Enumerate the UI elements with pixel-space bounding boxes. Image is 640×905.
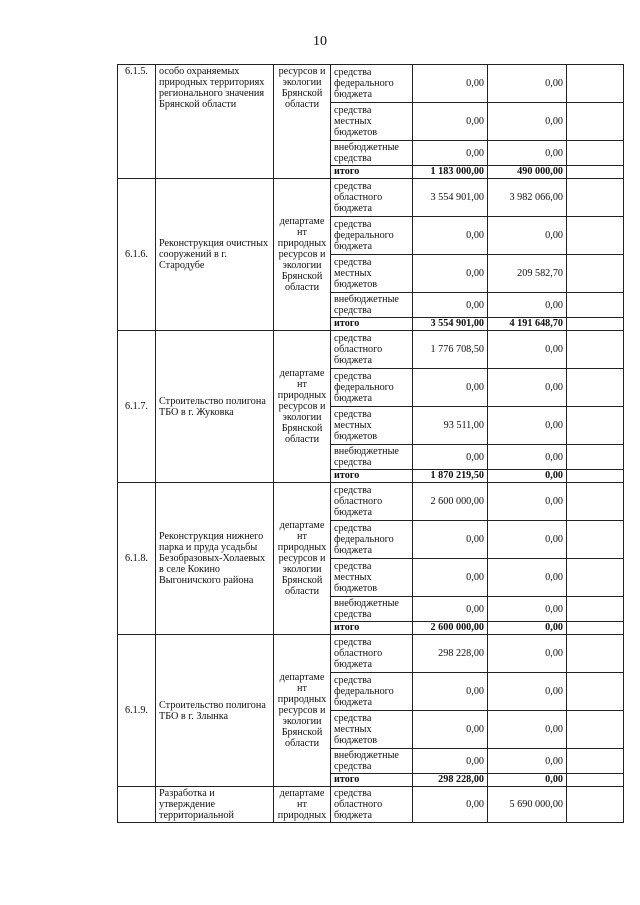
- amount-year2: 0,00: [488, 635, 567, 673]
- item-number: 6.1.5.: [118, 65, 156, 179]
- funding-source: внебюджетные средства: [331, 141, 413, 166]
- table-row: [118, 483, 624, 521]
- amount-year1: 3 554 901,00: [413, 179, 488, 217]
- total-year2: 0,00: [488, 774, 567, 787]
- funding-source: средства федерального бюджета: [331, 521, 413, 559]
- total-year1: 3 554 901,00: [413, 318, 488, 331]
- table-row: [118, 787, 624, 823]
- funding-source: средства местных бюджетов: [331, 103, 413, 141]
- empty-cell: [567, 141, 624, 166]
- item-executor: департаме нт природных ресурсов и экологии Брянской области: [274, 179, 331, 331]
- amount-year1: 0,00: [413, 673, 488, 711]
- amount-year1: 0,00: [413, 787, 488, 823]
- item-name: особо охраняемых природных территориях регионального значения Брянской области: [156, 65, 274, 179]
- amount-year1: 0,00: [413, 369, 488, 407]
- funding-source: средства местных бюджетов: [331, 255, 413, 293]
- empty-cell: [567, 597, 624, 622]
- item-number: 6.1.7.: [118, 331, 156, 483]
- total-year2: 0,00: [488, 470, 567, 483]
- amount-year2: 0,00: [488, 141, 567, 166]
- funding-source: средства областного бюджета: [331, 331, 413, 369]
- amount-year1: 0,00: [413, 103, 488, 141]
- total-label: итого: [331, 774, 413, 787]
- total-year2: 0,00: [488, 622, 567, 635]
- item-number: 6.1.9.: [118, 635, 156, 787]
- item-executor: департаме нт природных: [274, 787, 331, 823]
- empty-cell: [567, 318, 624, 331]
- amount-year1: 0,00: [413, 597, 488, 622]
- funding-source: внебюджетные средства: [331, 597, 413, 622]
- total-label: итого: [331, 622, 413, 635]
- funding-source: средства местных бюджетов: [331, 711, 413, 749]
- amount-year1: 2 600 000,00: [413, 483, 488, 521]
- empty-cell: [567, 774, 624, 787]
- budget-table: [117, 64, 624, 823]
- amount-year1: 0,00: [413, 559, 488, 597]
- funding-source: средства местных бюджетов: [331, 559, 413, 597]
- amount-year2: 209 582,70: [488, 255, 567, 293]
- table-row: [118, 635, 624, 673]
- table-row: [118, 331, 624, 369]
- amount-year2: 0,00: [488, 293, 567, 318]
- amount-year2: 0,00: [488, 483, 567, 521]
- item-executor: департаме нт природных ресурсов и экологии Брянской области: [274, 331, 331, 483]
- amount-year1: 0,00: [413, 711, 488, 749]
- amount-year2: 0,00: [488, 597, 567, 622]
- amount-year1: 0,00: [413, 445, 488, 470]
- item-name: Реконструкция очистных сооружений в г. Стародубе: [156, 179, 274, 331]
- item-executor: ресурсов и экологии Брянской области: [274, 65, 331, 179]
- amount-year1: 93 511,00: [413, 407, 488, 445]
- funding-source: средства областного бюджета: [331, 635, 413, 673]
- empty-cell: [567, 255, 624, 293]
- amount-year1: 0,00: [413, 65, 488, 103]
- total-label: итого: [331, 318, 413, 331]
- empty-cell: [567, 635, 624, 673]
- amount-year2: 0,00: [488, 559, 567, 597]
- empty-cell: [567, 445, 624, 470]
- amount-year1: 0,00: [413, 521, 488, 559]
- empty-cell: [567, 711, 624, 749]
- amount-year1: 0,00: [413, 255, 488, 293]
- empty-cell: [567, 407, 624, 445]
- amount-year2: 0,00: [488, 103, 567, 141]
- funding-source: средства местных бюджетов: [331, 407, 413, 445]
- amount-year1: 0,00: [413, 141, 488, 166]
- item-number: [118, 787, 156, 823]
- amount-year2: 0,00: [488, 65, 567, 103]
- amount-year2: 0,00: [488, 217, 567, 255]
- item-name: Строительство полигона ТБО в г. Злынка: [156, 635, 274, 787]
- funding-source: средства федерального бюджета: [331, 217, 413, 255]
- total-year2: 490 000,00: [488, 166, 567, 179]
- total-year1: 2 600 000,00: [413, 622, 488, 635]
- amount-year1: 0,00: [413, 749, 488, 774]
- funding-source: средства федерального бюджета: [331, 673, 413, 711]
- empty-cell: [567, 65, 624, 103]
- empty-cell: [567, 369, 624, 407]
- empty-cell: [567, 166, 624, 179]
- empty-cell: [567, 483, 624, 521]
- total-label: итого: [331, 166, 413, 179]
- item-number: 6.1.8.: [118, 483, 156, 635]
- empty-cell: [567, 622, 624, 635]
- amount-year2: 0,00: [488, 673, 567, 711]
- item-executor: департаме нт природных ресурсов и экологии Брянской области: [274, 483, 331, 635]
- funding-source: средства областного бюджета: [331, 179, 413, 217]
- total-year1: 1 183 000,00: [413, 166, 488, 179]
- empty-cell: [567, 103, 624, 141]
- item-number: 6.1.6.: [118, 179, 156, 331]
- total-year1: 298 228,00: [413, 774, 488, 787]
- item-executor: департаме нт природных ресурсов и экологии Брянской области: [274, 635, 331, 787]
- funding-source: внебюджетные средства: [331, 293, 413, 318]
- amount-year2: 0,00: [488, 711, 567, 749]
- amount-year1: 0,00: [413, 293, 488, 318]
- funding-source: средства федерального бюджета: [331, 65, 413, 103]
- total-year2: 4 191 648,70: [488, 318, 567, 331]
- total-label: итого: [331, 470, 413, 483]
- empty-cell: [567, 217, 624, 255]
- empty-cell: [567, 521, 624, 559]
- funding-source: средства федерального бюджета: [331, 369, 413, 407]
- empty-cell: [567, 179, 624, 217]
- amount-year2: 0,00: [488, 369, 567, 407]
- total-year1: 1 870 219,50: [413, 470, 488, 483]
- empty-cell: [567, 293, 624, 318]
- empty-cell: [567, 331, 624, 369]
- funding-source: внебюджетные средства: [331, 445, 413, 470]
- amount-year2: 0,00: [488, 521, 567, 559]
- item-name: Строительство полигона ТБО в г. Жуковка: [156, 331, 274, 483]
- funding-source: средства областного бюджета: [331, 787, 413, 823]
- empty-cell: [567, 470, 624, 483]
- empty-cell: [567, 673, 624, 711]
- item-name: Реконструкция нижнего парка и пруда усадьбы Безобразовых-Холаевых в селе Кокино Выгоничского района: [156, 483, 274, 635]
- amount-year2: 5 690 000,00: [488, 787, 567, 823]
- amount-year2: 0,00: [488, 445, 567, 470]
- amount-year2: 0,00: [488, 407, 567, 445]
- empty-cell: [567, 787, 624, 823]
- empty-cell: [567, 749, 624, 774]
- empty-cell: [567, 559, 624, 597]
- amount-year2: 3 982 066,00: [488, 179, 567, 217]
- table-row: [118, 179, 624, 217]
- amount-year2: 0,00: [488, 331, 567, 369]
- funding-source: средства областного бюджета: [331, 483, 413, 521]
- amount-year1: 0,00: [413, 217, 488, 255]
- table-row: [118, 65, 624, 103]
- funding-source: внебюджетные средства: [331, 749, 413, 774]
- amount-year1: 298 228,00: [413, 635, 488, 673]
- page-number: 10: [313, 34, 327, 49]
- budget-table-body: [118, 65, 624, 823]
- amount-year2: 0,00: [488, 749, 567, 774]
- item-name: Разработка и утверждение территориальной: [156, 787, 274, 823]
- amount-year1: 1 776 708,50: [413, 331, 488, 369]
